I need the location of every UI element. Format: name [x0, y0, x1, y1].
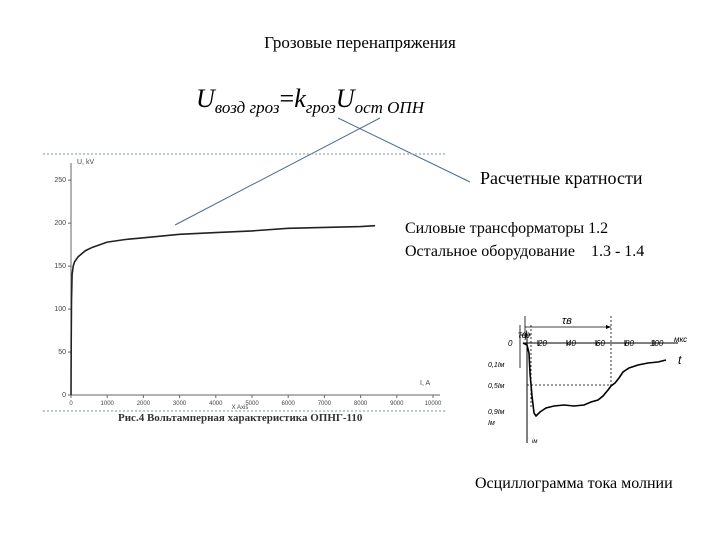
slide-title: Грозовые перенапряжения [264, 33, 456, 52]
osc-tick-60: 60 [596, 339, 605, 348]
x-axis-name: X Axis [231, 405, 249, 411]
osc-tick-40: 40 [567, 339, 576, 348]
equipment-transformers: Силовые трансформаторы 1.2 [405, 220, 609, 237]
x-tick-label: 5000 [245, 401, 259, 407]
y-tick-label: 50 [58, 349, 66, 357]
formula-lhs-subscript: возд гроз [214, 98, 280, 118]
osc-ylabel-09: 0,9Iм [488, 409, 505, 416]
y-axis-title: U, kV [77, 159, 95, 166]
x-tick-label: 8000 [353, 401, 368, 407]
ratio-label: Расчетные кратности [480, 168, 643, 188]
x-tick-label: 7000 [317, 401, 332, 407]
formula-k-subscript: гроз [305, 98, 336, 118]
tau-front-label: τф [518, 330, 531, 341]
x-ticks [69, 395, 442, 407]
osc-ylabel-01: 0,1Iм [488, 362, 505, 369]
formula-k-symbol: k [294, 84, 306, 113]
osc-unit: мкс [674, 335, 688, 344]
osc-tick-100: 100 [650, 339, 664, 348]
x-tick-label: 3000 [172, 401, 187, 407]
formula-u2-symbol: U [335, 84, 355, 113]
formula-u-symbol: U [196, 84, 215, 113]
osc-current-label: iм [532, 439, 538, 445]
x-tick-label: 1000 [100, 401, 114, 407]
y-tick-label: 0 [62, 392, 66, 399]
va-chart [40, 145, 460, 415]
x-axis-title: I, A [420, 380, 431, 387]
y-ticks [54, 177, 71, 399]
osc-tick-20: 20 [538, 339, 547, 348]
osc-tick-0: 0 [508, 339, 513, 348]
oscillogram-current-curve [523, 343, 666, 416]
osc-tick-80: 80 [625, 339, 634, 348]
x-tick-label: 6000 [281, 401, 295, 407]
tau-decay-arrowhead [606, 325, 611, 329]
formula-rhs-subscript: ост ОПН [354, 98, 424, 118]
osc-ylabel-05: 0,5Iм [488, 383, 505, 390]
x-tick-label: 9000 [390, 401, 404, 407]
y-tick-label: 100 [54, 306, 66, 314]
va-chart-caption: Рис.4 Вольтамперная характеристика ОПНГ-110 [118, 412, 363, 424]
formula-equals: = [279, 84, 295, 113]
va-curve [71, 226, 375, 395]
y-tick-label: 250 [54, 177, 66, 185]
oscillogram-caption: Осциллограмма тока молнии [475, 475, 673, 492]
x-tick-label: 4000 [209, 401, 223, 407]
x-tick-label: 10000 [424, 401, 442, 407]
x-tick-label: 0 [69, 401, 73, 407]
osc-t-label: t [678, 353, 682, 367]
y-tick-label: 200 [54, 220, 66, 228]
oscillogram [478, 308, 710, 450]
tau-decay-label: τв [562, 315, 572, 327]
y-tick-label: 150 [54, 263, 66, 271]
osc-ylabel-peak: Iм [488, 420, 495, 427]
equipment-other: Остальное оборудование 1.3 - 1.4 [405, 243, 645, 260]
x-tick-label: 2000 [136, 401, 151, 407]
